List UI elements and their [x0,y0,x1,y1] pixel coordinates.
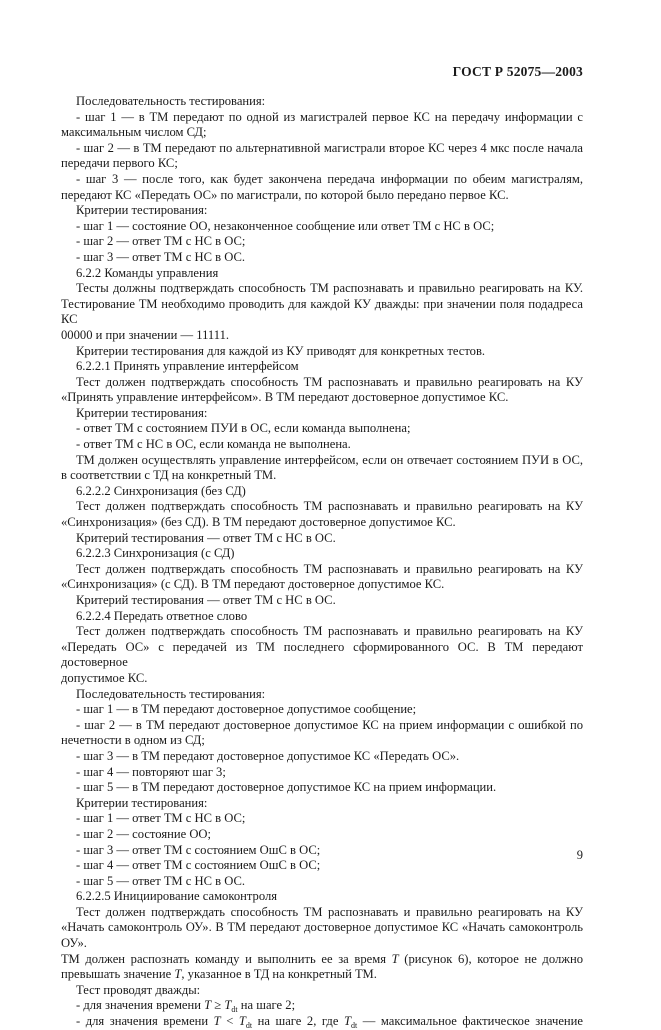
page-body [61,94,583,1030]
text-line [61,1014,583,1030]
text-line: Тест должен подтверждать способность ТМ распознавать и правильно реагировать на КУ [76,561,583,576]
text-line: Критерий тестирования — ответ ТМ с НС в ОС. [76,530,336,545]
text-line: Критерии тестирования: [76,405,208,420]
math-symbol: T [238,1014,246,1029]
text-line: - шаг 5 — ответ ТМ с НС в ОС. [76,873,246,888]
math-symbol: T [213,1014,221,1029]
text-line: - шаг 2 — в ТМ передают по альтернативной магистрали второе КС через 4 мкс после начала [76,140,583,155]
text-run: превышать значение [61,967,175,982]
text-line [61,998,583,1014]
text-line: допустимое КС. [61,670,148,685]
text-line: Тест должен подтверждать способность ТМ распознавать и правильно реагировать на КУ [76,904,583,919]
text-line: Тест должен подтверждать способность ТМ распознавать и правильно реагировать на КУ [76,374,583,389]
text-run: ТМ должен распознать команду и выполнить ее за время [61,951,392,966]
text-line: - шаг 1 — состояние ОО, незаконченное сообщение или ответ ТМ с НС в ОС; [76,218,495,233]
text-run: - для значения времени [76,998,205,1013]
text-run: , указанное в ТД на конкретный ТМ. [181,967,377,982]
text-line [61,967,583,983]
text-line: передают КС «Передать ОС» по магистрали, по которой было передано первое КС. [61,187,509,202]
text-line: передачи первого КС; [61,156,178,171]
text-line: Тесты должны подтверждать способность ТМ распознавать и правильно реагировать на КУ. [76,281,583,296]
text-line: - шаг 3 — в ТМ передают достоверное допустимое КС «Передать ОС». [76,748,460,763]
text-line: Критерии тестирования для каждой из КУ приводят для конкретных тестов. [76,343,486,358]
page-header: ГОСТ Р 52075—2003 [452,64,583,79]
text-line [61,952,583,968]
math-subscript: dt [245,1021,253,1030]
page-number: 9 [576,848,583,862]
text-line: Тест должен подтверждать способность ТМ распознавать и правильно реагировать на КУ [76,499,583,514]
text-run: на шаге 2; [237,998,296,1013]
math-symbol: T [391,951,399,966]
text-line: - шаг 3 — ответ ТМ с НС в ОС. [76,249,246,264]
text-run: - для значения времени [76,1014,214,1029]
text-line: «Передать ОС» с передачей из ТМ последнего сформированного ОС. В ТМ передают достоверное [61,639,583,670]
text-line: - шаг 1 — в ТМ передают достоверное допустимое сообщение; [76,702,417,717]
math-symbol: T [174,967,182,982]
text-run: — максимальное фактическое значение [357,1014,583,1029]
text-line: Тест проводят дважды: [76,982,201,997]
text-line: - ответ ТМ с НС в ОС, если команда не выполнена. [76,437,351,452]
section-heading: 6.2.2 Команды управления [76,265,219,280]
text-line: Критерии тестирования: [76,203,208,218]
text-line: Критерий тестирования — ответ ТМ с НС в ОС. [76,593,336,607]
math-symbol: T [224,998,232,1013]
text-line: - ответ ТМ с состоянием ПУИ в ОС, если команда выполнена; [76,421,411,436]
text-line: максимальным числом СД; [61,125,207,140]
text-line: - шаг 2 — состояние ОО; [76,826,212,841]
text-line: «Синхронизация» (без СД). В ТМ передают достоверное допустимое КС. [61,515,456,530]
math-operator: ≥ [211,998,225,1013]
text-line: - шаг 4 — ответ ТМ с состоянием ОшС в ОС; [76,858,321,873]
text-line: - шаг 1 — в ТМ передают по одной из магистралей первое КС на передачу информации с [76,109,583,124]
text-line: «Начать самоконтроль ОУ». В ТМ передают достоверное допустимое КС «Начать самоконтроль ОУ». [61,920,583,951]
text-line: Последовательность тестирования: [76,94,266,108]
text-line: - шаг 5 — в ТМ передают достоверное допустимое КС на прием информации. [76,780,497,795]
text-line: Тестирование ТМ необходимо проводить для каждой КУ дважды: при значении поля подадреса КС [61,296,583,327]
math-symbol: T [204,998,212,1013]
math-subscript: dt [350,1021,358,1030]
text-line: Тест должен подтверждать способность ТМ распознавать и правильно реагировать на КУ [76,624,583,639]
text-run: на шаге 2, где [252,1014,344,1029]
math-operator: < [220,1014,239,1029]
math-subscript: dt [231,1005,238,1015]
section-heading: 6.2.2.1 Принять управление интерфейсом [76,359,299,374]
section-heading: 6.2.2.3 Синхронизация (с СД) [76,546,235,561]
text-line: - шаг 2 — ответ ТМ с НС в ОС; [76,234,246,249]
section-heading: 6.2.2.5 Инициирование самоконтроля [76,889,278,904]
section-heading: 6.2.2.4 Передать ответное слово [76,608,248,623]
text-line: - шаг 2 — в ТМ передают достоверное допустимое КС на прием информации с ошибкой по [76,717,583,732]
text-line: «Синхронизация» (с СД). В ТМ передают достоверное допустимое КС. [61,577,445,592]
text-line: ТМ должен осуществлять управление интерфейсом, если он отвечает состоянием ПУИ в ОС, [76,452,583,467]
section-heading: 6.2.2.2 Синхронизация (без СД) [76,483,246,498]
text-line: - шаг 3 — после того, как будет закончена передача информации по обеим магистралям, [76,171,583,186]
text-line: - шаг 3 — ответ ТМ с состоянием ОшС в ОС; [76,842,321,857]
text-line: Последовательность тестирования: [76,686,266,701]
text-line: нечетности в одном из СД; [61,733,205,748]
text-line: «Принять управление интерфейсом». В ТМ передают достоверное допустимое КС. [61,390,509,405]
text-line: 00000 и при значении — 11111. [61,327,230,342]
text-line: Критерии тестирования: [76,795,208,810]
text-run: (рисунок 6), которое не должно [398,951,583,966]
text-line: - шаг 1 — ответ ТМ с НС в ОС; [76,811,246,826]
text-line: - шаг 4 — повторяют шаг 3; [76,764,226,779]
text-line: в соответствии с ТД на конкретный ТМ. [61,468,277,483]
math-symbol: T [343,1014,351,1029]
